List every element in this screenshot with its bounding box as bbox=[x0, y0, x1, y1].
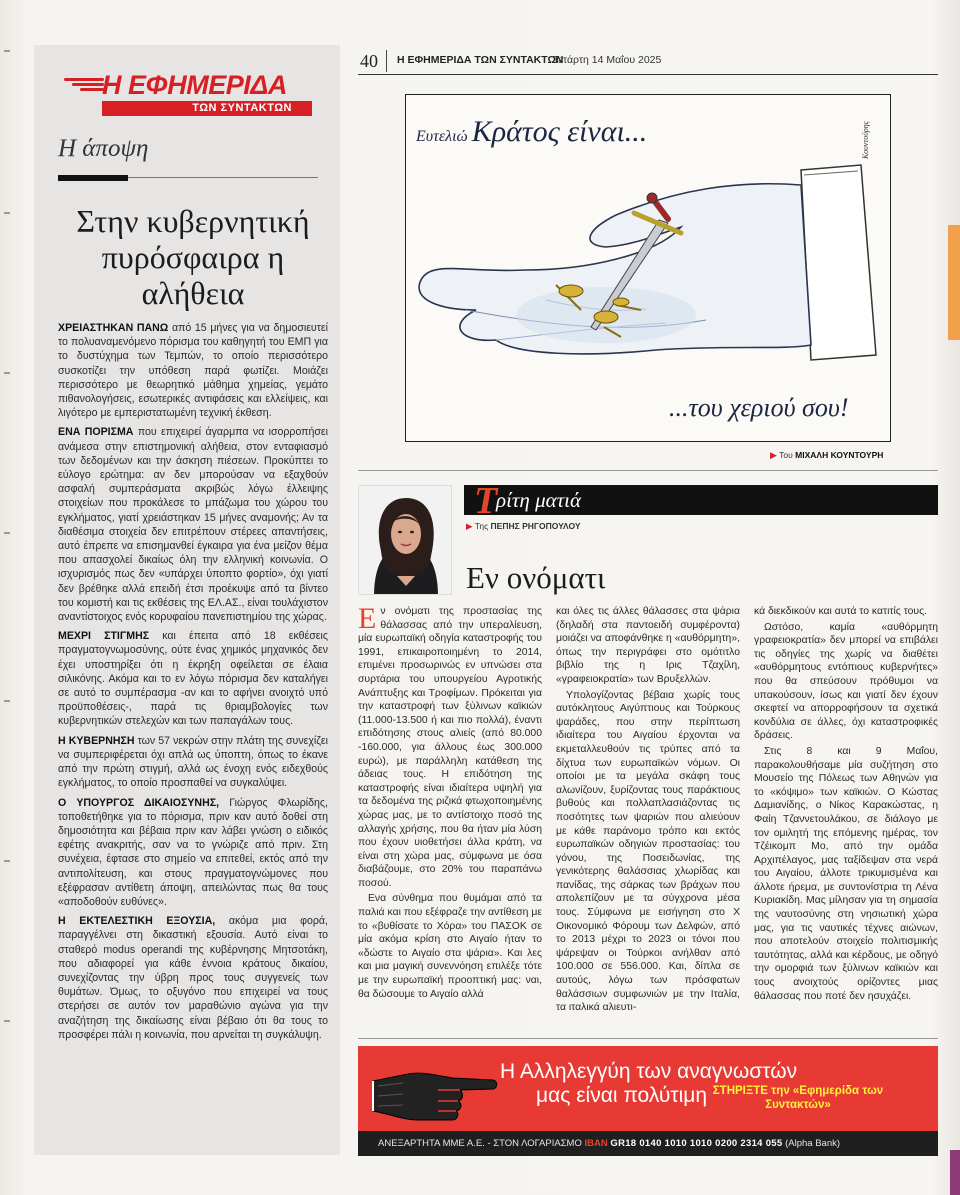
paragraph-text: Στις 8 και 9 Μαΐου, παρακολουθήσαμε μία συζήτηση στο Μουσείο της Πόλεως των Αθηνών για το «κόψιμο» των καϊκιών. Ο Κώστας Δαμιανίδης, ο Νίκος Καρακώστας, η Φαίη Τζαννετουλάκου, σε διάλογο με τον ομιλητή της επόμενης ημέρας, τον Τζέικομπ Μο, από την ομάδα Αρχιπέλαγος, μας ταξίδεψαν στα νερά του Αιγαίου, άλλοτε τρικυμισμένα και άλλοτε ήρεμα, με συντονίστρια τη Λένα Κυριακίδη. Μας μίλησαν για τη σημασία της ναυτοσύνης στη νησιωτική χώρα μας, για τις ναυτικές τέχνες αιώνων, που αποτελούν στοιχείο πολιτισμικής ταυτότητας, αλλά και κέρδους, με οδηγό την ομορφιά των ξύλινων καϊκιών και τους ανοιχτούς ορίζοντες μιας θάλασσας που ποτέ δεν ησυχάζει. bbox=[754, 745, 938, 1002]
issue-date: Τετάρτη 14 Μαΐου 2025 bbox=[553, 54, 662, 66]
opinion-paragraph bbox=[58, 321, 328, 420]
section-label: Η άποψη bbox=[58, 135, 149, 162]
paragraph-text: ν ονόματι της προστασίας της θάλασσας από την υπεραλίευση, μία ευρωπαϊκή οδηγία καταστροφής του 1991, επικαιροποιημένη το 2014, επιμένει προσωρινώς εν υπνώσει στα συρτάρια του υπουργείου Αγροτικής Ανάπτυξης και Τροφίμων. Πρόκειται για την καταστροφή των ξύλινων καϊκιών (11.000-13.500 ή και πιο πολλά), έναντι επιδότησης στους αλιείς (από 80.000 -160.000, για άλλους έως 300.000 ευρώ), με παράλληλη κατάθεση της άδειας τους. Η επιδότηση της καταστροφής είναι ιδιαίτερα υψηλή για τα δεδομένα της ριζικά φτωχοποιημένης χώρας μας, με το αντίστοιχο ποσό της αλλαγής χρήσης, που θα ήταν μία λύση που έχουν υιοθετήσει άλλα κράτη, να είναι στη χώρα μας, σύμφωνα με όσα διαβάζουμε, στο 20% του παραπάνω ποσού. bbox=[358, 606, 542, 889]
paragraph-text: από 15 μήνες για να δημοσιευτεί το πολυαναμενόμενο πόρισμα του καθηγητή του ΕΜΠ για το δυστύχημα των Τεμπών, το οποίο περισσότερο συσκοτίζει την υπόθεση παρά φωτίζει. Μοιάζει περισσότερο με θεωρητικό μάθημα χημείας, γεμάτο πιθανολογήσεις, εσωτερικές αντιφάσεις και ελλείψεις, και λιγότερο με εμπεριστατωμένη τεχνική έκθεση. bbox=[58, 322, 328, 420]
page-edge-tab bbox=[948, 225, 960, 340]
paragraph-text: Υπολογίζοντας βέβαια χωρίς τους αυτόκλητους Αιγύπτιους και Τούρκους ψαράδες, που στην περίπτωση ιδιαίτερα του Αιγαίου έρχονται να εκμεταλλευθούν τις τρύπες από τα δίχτυα των ευρωπαϊκών νόμων. Οι οποίοι με τα μεγάλα σκάφη τους αλωνίζουν, ξυρίζοντας τους παράκτιους βυθούς και πολλαπλασιάζοντας τις ποσότητες των ψαριών που αλιεύουν με κάθε παράνομο τρόπο και εκτός ευρωπαϊκών οδηγιών προστασίας: του γόνου, της Ποσειδωνίας, της γενικότερης θαλάσσιας χλωρίδας και πανίδας, της σάρκας των βράχων που απολεπίζουν με τα σύγχρονα μέσα τους. Σύμφωνα με εισήγηση στο Χ Οικονομικό Φόρουμ των Δελφών, από το 2013 μέχρι το 2023 οι τόνοι που ψάρεψαν οι Τούρκοι ανήλθαν από 100.000 σε 556.000. Και, δίπλα σε αυτούς, λόγω των πρόσφατων θαλάσσιων συμφωνιών με την Ιταλία, τα ιταλικά αλιευτι- bbox=[556, 689, 740, 1014]
header-rule bbox=[358, 74, 938, 75]
editorial-cartoon bbox=[405, 94, 891, 442]
article-paragraph bbox=[358, 892, 542, 1001]
margin-mark bbox=[4, 212, 10, 214]
iban-label: IBAN bbox=[584, 1138, 608, 1149]
ad-subtitle: μας είναι πολύτιμη bbox=[536, 1084, 708, 1107]
triangle-icon: ▶ bbox=[770, 450, 777, 460]
column-name: ρίτη ματιά bbox=[496, 488, 582, 512]
paragraph-text: Ωστόσο, καμία «αυθόρμητη γραφειοκρατία» δεν μπορεί να επιβάλει τις οδηγίες της χωρίς να διαθέτει «αυθόρμητους εντόπιους κυβερνήτες» που θα σπεύσουν πρόθυμοι να υπακούσουν, ίσως και γιατί δεν έχουν σκεφτεί να απορροφήσουν τα σχετικά κονδύλια σε άλλες, όχι καταστροφικές δράσεις. bbox=[754, 621, 938, 742]
paragraph-text: και έπειτα από 18 εκθέσεις πραγματογνωμοσύνης, ούτε ένας χημικός μηχανικός δεν έχει υποστηρίξει ότι η έκρηξη οφείλεται σε έλαια σιλικόνης. Ακόμα και το εν λόγω πόρισμα δεν καταλήγει σε αυτό το συμπέρασμα -αν και το αφήνει ανοιχτό υπό προϋποθέσεις-, παρά τις θριαμβολογίες των κυβερνητικών στελεχών και των παπαγάλων τους. bbox=[58, 630, 328, 728]
opinion-column bbox=[34, 45, 340, 1155]
pointing-hand-icon bbox=[368, 1056, 498, 1126]
page-edge-tab bbox=[950, 1150, 960, 1195]
paragraph-text: Ενα σύνθημα που θυμάμαι από τα παλιά και που εξέφραζε την αντίθεση με το «βυθίσατε το Χόρα» του ΠΑΣΟΚ σε μία ακόμα κρίση στο Αιγαίο ήταν το «δώστε το Αιγαίο στα ψάρια». Και λες και μια μαγική συνεννόηση επιλέξε τότε με την ευρωπαϊκή προοπτική μας: ναι, θα δώσουμε το Αιγαίο αλλά bbox=[358, 893, 542, 1000]
article-column-2 bbox=[556, 605, 740, 1017]
byline-prefix: Της bbox=[474, 521, 489, 531]
paragraph-text: και όλες τις άλλες θάλασσες στα ψάρια (δηλαδή στα παντοειδή συμφέροντα) μοιάζει να αποφάνθηκε η «αυθόρμητη», όπως την περιγράφει στο ομότιτλο βιβλίο της η Ιρις Τζαχίλη, «γραφειοκρατία» των Βρυξελλών. bbox=[556, 606, 740, 685]
cartoon-credit bbox=[770, 450, 883, 461]
paragraph-lead: ΧΡΕΙΑΣΤΗΚΑΝ ΠΑΝΩ bbox=[58, 322, 169, 334]
running-head: Η ΕΦΗΜΕΡΙΔΑ ΤΩΝ ΣΥΝΤΑΚΤΩΝ bbox=[397, 54, 564, 66]
column-byline bbox=[466, 521, 581, 532]
triangle-icon: ▶ bbox=[466, 521, 473, 531]
margin-mark bbox=[4, 1020, 10, 1022]
article-columns bbox=[358, 602, 938, 1017]
bank-name: (Alpha Bank) bbox=[785, 1138, 841, 1149]
cartoon-caption-bottom: ...του χεριού σου! bbox=[669, 393, 849, 422]
author-portrait bbox=[358, 485, 452, 595]
article-column-1 bbox=[358, 602, 542, 1017]
margin-mark bbox=[4, 372, 10, 374]
solidarity-ad-banner[interactable] bbox=[358, 1046, 938, 1156]
margin-mark bbox=[4, 700, 10, 702]
ad-call-to-action[interactable]: ΣΤΗΡΙΞΤΕ την «Εφημερίδα των Συντακτών» bbox=[712, 1085, 884, 1111]
opinion-paragraph bbox=[58, 425, 328, 624]
article-paragraph bbox=[754, 605, 938, 619]
article-paragraph bbox=[754, 745, 938, 1003]
section-rule-thin bbox=[128, 177, 318, 178]
paragraph-lead: ΕΝΑ ΠΟΡΙΣΜΑ bbox=[58, 426, 134, 439]
credit-prefix: Του bbox=[779, 450, 793, 460]
article-bottom-rule bbox=[358, 1038, 938, 1039]
masthead-title: Η ΕΦΗΜΕΡΙΔΑ bbox=[102, 70, 287, 100]
ad-bank-details bbox=[358, 1131, 938, 1156]
iban-number: GR18 0140 1010 1010 0200 2314 055 bbox=[610, 1138, 783, 1149]
page-number: 40 bbox=[360, 51, 378, 71]
column-banner bbox=[464, 480, 938, 522]
opinion-paragraph bbox=[58, 734, 328, 791]
divider-rule bbox=[358, 470, 938, 471]
paragraph-text: Γιώργος Φλωρίδης, τοποθετήθηκε για το πόρισμα, πριν καν αυτό δοθεί στη δημοσιότητα και βέβαια πριν καν λάβει γνώση ο ειδικός εφέτης ανακριτής, σαν να το γνώριζε από πριν. Στη συνέχεια, έφτασε στο σημείο να επιτεθεί, εκτός από την αντιπολίτευση, και στους πραγματογνώμονες που εξέφρασαν αντίθετη άποψη, απειλώντας πως θα τους «αποδοθούν ευθύνες». bbox=[58, 796, 328, 908]
caption-small: Ευτελιώ bbox=[416, 128, 468, 145]
ad-foot-prefix: ΑΝΕΞΑΡΤΗΤΑ ΜΜΕ Α.Ε. - ΣΤΟΝ ΛΟΓΑΡΙΑΣΜΟ bbox=[378, 1138, 582, 1149]
paragraph-lead: Η ΚΥΒΕΡΝΗΣΗ bbox=[58, 734, 135, 747]
column-initial: Τ bbox=[474, 480, 498, 522]
credit-name: ΜΙΧΑΛΗ ΚΟΥΝΤΟΥΡΗ bbox=[795, 450, 884, 460]
section-rule bbox=[58, 175, 128, 181]
article-column-3 bbox=[754, 605, 938, 1017]
article-paragraph bbox=[358, 602, 542, 890]
opinion-paragraph bbox=[58, 796, 328, 910]
paragraph-text: που επιχειρεί άγαρμπα να ισορροπήσει ανάμεσα στην επιστημονική αλήθεια, στον ενταφιασμό των δεδομένων και την άσκηση πιέσεων. Προκύπτει το εύλογο ερώτημα: αν δεν μπορούσαν να εξαχθούν ασφαλή συμπεράσματα ακριβώς λόγω έλλειψης στοιχείων που προκάλεσε το μπάζωμα του χώρου του εγκλήματος, γιατί χρειάστηκαν 15 μήνες αναμονής; Αν τα διαθέσιμα στοιχεία δεν επιτρέπουν στέρεες απαντήσεις, αυτό έπρεπε να επισημανθεί έγκαιρα για ένα μείζον θέμα που απασχολεί δικαίως όλη την ελληνική κοινωνία. Ο ισχυρισμός πως δεν «υπάρχει ύποπτο φορτίο», όχι γιατί δεν βρέθηκε αλλά επειδή έτσι προέκυψε από τα βίντεο του κομιστή και τις εκθέσεις της ΕΛ.ΑΣ., είναι τουλάχιστον αναντίστοιχος ενός κορυφαίου πανεπιστημίου της χώρας. bbox=[58, 426, 328, 624]
opinion-headline: Στην κυβερνητική πυρόσφαιρα η αλήθεια bbox=[76, 203, 310, 311]
opinion-paragraph bbox=[58, 629, 328, 728]
margin-mark bbox=[4, 860, 10, 862]
margin-mark bbox=[4, 532, 10, 534]
masthead-subtitle: ΤΩΝ ΣΥΝΤΑΚΤΩΝ bbox=[102, 101, 312, 116]
cartoon-caption-top bbox=[416, 115, 647, 149]
paragraph-text: των 57 νεκρών στην πλάτη της συνεχίζει να συμπεριφέρεται όχι απλά ως ύποπτη, όπως το έκανε από την πρώτη στιγμή, αλλά ως ένοχη ενός ειδεχθούς εγκλήματος, το οποίο προσπαθεί να συγκαλύψει. bbox=[58, 734, 329, 790]
byline-name: ΠΕΠΗΣ ΡΗΓΟΠΟΥΛΟΥ bbox=[490, 521, 581, 531]
caption-big: Κράτος είναι... bbox=[471, 115, 648, 148]
paragraph-lead: Ο ΥΠΟΥΡΓΟΣ ΔΙΚΑΙΟΣΥΝΗΣ, bbox=[58, 796, 220, 809]
header-divider bbox=[386, 50, 387, 72]
article-title: Εν ονόματι bbox=[466, 560, 606, 595]
article-paragraph bbox=[556, 605, 740, 687]
ad-title: Η Αλληλεγγύη των αναγνωστών bbox=[500, 1060, 798, 1083]
opinion-body bbox=[58, 321, 328, 1047]
portrait-illustration bbox=[359, 486, 452, 595]
drop-cap: Ε bbox=[358, 602, 377, 635]
speed-lines-icon bbox=[64, 78, 104, 92]
opinion-paragraph bbox=[58, 914, 328, 1042]
article-paragraph bbox=[556, 689, 740, 1015]
cartoonist-signature: Κουντούρης bbox=[861, 121, 870, 159]
margin-mark bbox=[4, 50, 10, 52]
paragraph-text: ακόμα μια φορά, παραγγέλνει στη δικαστική εξουσία. Αυτό είναι το σταθερό modus operandi της κυβέρνησης Μητσοτάκη, που αδιαφορεί για κάθε έννοια κράτους δικαίου, συνεχίζοντας την ύβρη προς τους συγγενείς των θυμάτων. Όμως, το οξυγόνο που επιχειρεί να τους στερήσει σε αυτόν τον μαραθώνιο αγώνα για την αναζήτηση της δικαίωσης είναι βέβαιο ότι θα τους το προσφέρει πάλι η κοινωνία, που αρνείται τη συγκάλυψη. bbox=[58, 915, 328, 1041]
article-paragraph bbox=[754, 621, 938, 743]
paragraph-text: κά διεκδικούν και αυτά το κατιτίς τους. bbox=[754, 606, 928, 617]
paragraph-lead: Η ΕΚΤΕΛΕΣΤΙΚΗ ΕΞΟΥΣΙΑ, bbox=[58, 915, 216, 928]
paragraph-lead: ΜΕΧΡΙ ΣΤΙΓΜΗΣ bbox=[58, 630, 150, 643]
